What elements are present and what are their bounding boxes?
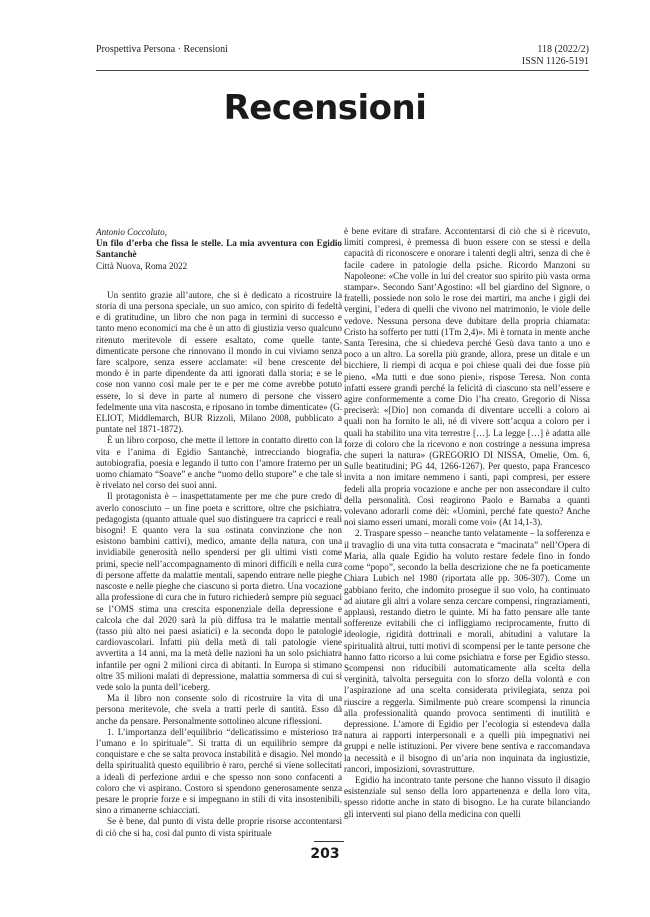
paragraph: Se è bene, dal punto di vista delle proprie risorse accontentarsi di ciò che si ha, così dal punto di vista spirituale — [96, 816, 342, 838]
issue-number: 118 (2022/2) — [537, 44, 589, 55]
paragraph: Ma il libro non consente solo di ricostruire la vita di una persona meritevole, che svela a tratti perle di santità. Esso dà anche da pensare. Personalmente sottolineo alcune riflessioni. — [96, 693, 342, 726]
paragraph: è bene evitare di strafare. Accontentarsi di ciò che si è ricevuto, limiti compresi, è premessa di buon essere con se stessi e della capacità di riconoscere e onorare i talenti degli altri, senza di che è facile cadere in patologie della psiche. Ricordo Manzoni su Napoleone: «Che volle in lui del creator suo spirito più vasta orma stampar». Secondo Sant’Agostino: «Il bel giardino del Signore, o fratelli, possiede non solo le rose dei martiri, ma anche i gigli dei vergini, l’edera di quelli che vivono nel matrimonio, le viole delle vedove. Nessuna persona deve dubitare della propria chiamata: Cristo ha sofferto per tutti (1Tm 2,4)». Mi è tornata in mente anche Santa Teresina, che si chiedeva perché Gesù dava tanto a uno e poco a un altro. La sorella più grande, allora, prese un ditale e un bicchiere, li riempì di acqua e poi chiese quali dei due fosse più pieno. «Ma tutti e due sono pieni», rispose Teresa. Non conta infatti essere grandi perché la felicità di ciascuno sta nell’essere e agire conformemente a come Dio l’ha creato. Gregorio di Nissa preciserà: «[Dio] non comanda di diventare uccelli a coloro ai quali non ha fornito le ali, né di vivere sott’acqua a coloro per i quali ha stabilito una vita terrestre […]. La legge […] è adatta alle forze di coloro che la ricevono e non costringe a nessuna impresa che superi la natura» (GREGORIO DI NISSA, Omelie, Om. 6, Sulle beatitudini; PG 44, 1266-1267). Per questo, papa Francesco invita a non imitare nemmeno i santi, papi compresi, per essere fedeli alla propria vocazione e anche per non assecondare il culto della personalità. Così reagirono Paolo e Barnaba a quanti volevano adorarli come dèi: «Uomini, perché fate questo? Anche noi siamo esseri umani, morali come voi» (At 14,1-3). — [344, 226, 590, 528]
left-column — [96, 227, 342, 839]
book-title: Un filo d’erba che fissa le stelle. La mia avventura con Egidio Santanchè — [96, 238, 342, 260]
book-author: Antonio Coccoluto, — [96, 227, 167, 237]
paragraph: È un libro corposo, che mette il lettore in contatto diretto con la vita e l’anima di Egidio Santanchè, intrecciando biografia, autobiografia, poesia e legando il tutto con l’amore fraterno per un uomo chiamato “Soave” e anche “uomo dello stupore” e che tale si è rivelato nel corso dei suoi anni. — [96, 435, 342, 491]
right-column — [344, 226, 590, 820]
paragraph: Un sentito grazie all’autore, che si è dedicato a ricostruire la storia di una persona speciale, un suo amico, con spirito di fedeltà e di gratitudine, un libro che non paga in termini di successo e tanto meno economici ma che è un atto di giustizia verso qualcuno ritenuto meritevole di essere esaltato, come quelle tante, dimenticate persone che rinnovano il mondo in cui viviamo senza fare scalpore, senza essere acclamate: «il bene crescente del mondo è in parte dipendente da atti ignorati dalla storia; e se le cose non vanno così male per te e per me come avrebbe potuto essere, lo si deve in parte al numero di persone che vissero fedelmente una vita nascosta, e riposano in tombe dimenticate» (G. ELIOT, Middlemarch, BUR Rizzoli, Milano 2008, pubblicato a puntate nel 1871-1872). — [96, 289, 342, 435]
paragraph: Il protagonista è – inaspettatamente per me che pure credo di averlo conosciuto – un fine poeta e scrittore, oltre che psichiatra, pedagogista (quanto attuale quel suo distinguere tra capricci e reali bisogni! E quanto vera la sua ostinata convinzione che non esistono bambini cattivi), medico, amante della natura, con una invidiabile generosità nello spendersi per gli ultimi visti come primi, specie nell’accompagnamento di minori difficili e nella cura di persone affette da malattie mentali, sapendo entrare nelle pieghe nascoste e nelle pieghe che ciascuno si porta dietro. Una vocazione alla professione di cura che in futuro richiederà sempre più seguaci se l’OMS stima una crescita esponenziale della depressione e calcola che dal 2020 sarà la più diffusa tra le malattie mentali (tasso più alto nei paesi asiatici) e la seconda dopo le patologie cardiovascolari. Infatti più della metà di tali patologie viene avvertita a 14 anni, ma la metà delle nazioni ha un solo psichiatra infantile per ogni 2 milioni circa di abitanti. In Europa si stimano oltre 35 milioni malati di depressione, malattia sommersa di cui si vede solo la punta dell’iceberg. — [96, 491, 342, 692]
issue-info — [522, 44, 589, 68]
paragraph: 2. Traspare spesso – neanche tanto velatamente – la sofferenza e il travaglio di una vita tutta consacrata e “macinata” nell’Opera di Maria, alla quale Egidio ha voluto restare fedele fino in fondo come “popo”, secondo la bella descrizione che ne fa poeticamente Chiara Lubich nel 1980 (riportata alle pp. 306-307). Come un gabbiano ferito, che indomito prosegue il suo volo, ha continuato ad aiutare gli altri a volare senza cercare compensi, ringraziamenti, applausi, restando dietro le quinte. Mi ha fatto pensare alle tante sofferenze evitabili che ci infliggiamo reciprocamente, frutto di ideologie, rigidità dottrinali e morali, abitudini a valutare la spiritualità altrui, tutti motivi di scompensi per le tante persone che hanno fatto ricorso a lui come psichiatra e forse per Egidio stesso. Scompensi non riducibili automaticamente alla scelta della verginità, talvolta perseguita con lo sforzo della volontà e con l’aspirazione ad una scelta considerata privilegiata, senza poi riuscire a reggerla. Similmente può creare scompensi la rinuncia alla professionalità quando provoca sentimenti di inutilità e depressione. L’amore di Egidio per l’ecologia si estendeva dalla natura ai rapporti interpersonali e a quelli più impegnativi nei gruppi e nelle istituzioni. Per vivere bene sentiva e raccomandava la necessità e il bisogno di un’aria non inquinata da ingiustizie, rancori, imposizioni, sovrastrutture. — [344, 528, 590, 774]
issn: ISSN 1126-5191 — [521, 56, 589, 67]
paragraph: 1. L’importanza dell’equilibrio “delicatissimo e misterioso tra l’umano e lo spirituale”. Si tratta di un equilibrio sempre da conquistare e che se salta provoca instabilità e disagio. Nel mondo della spiritualità questo equilibrio è raro, perché si viene sollecitati a ideali di perfezione ardui e che spesso non sono confacenti a coloro che vi aspirano. Costoro si spendono generosamente senza pesare le proprie forze e si impegnano in stili di vita insostenibili, sino a rimanerne schiacciati. — [96, 726, 342, 816]
footer-rule — [314, 841, 344, 842]
page-title: Recensioni — [223, 88, 427, 128]
paragraph: Egidio ha incontrato tante persone che hanno vissuto il disagio esistenziale sul senso della loro appartenenza e della loro vita, spesso ridotte anche in stato di bisogno. Le ha curate bilanciando gli interventi sul piano della medicina con quelli — [344, 774, 590, 819]
header-rule — [96, 70, 589, 71]
book-publisher: Città Nuova, Roma 2022 — [96, 260, 188, 271]
journal-name: Prospettiva Persona · Recensioni — [96, 44, 228, 55]
page-number: 203 — [310, 846, 340, 862]
